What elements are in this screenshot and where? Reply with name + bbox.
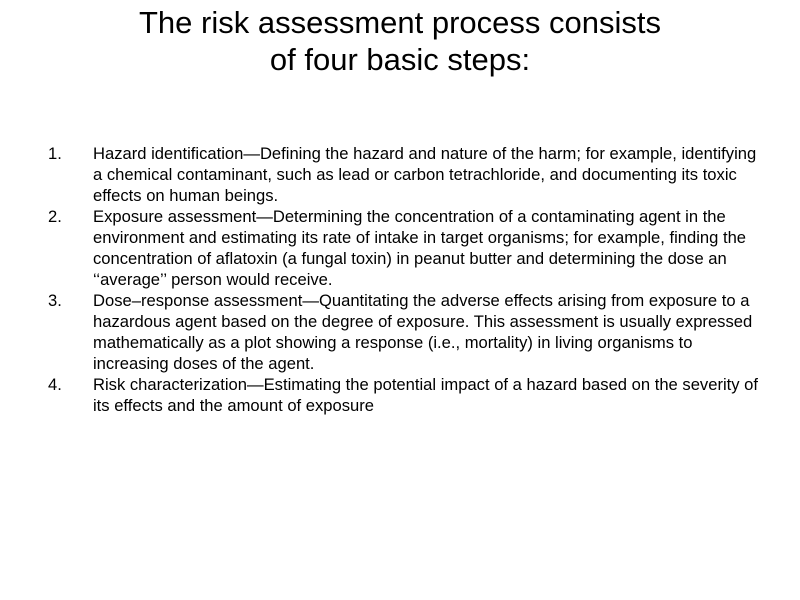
step-number: 4. bbox=[48, 375, 62, 394]
step-text: Dose–response assessment—Quantitating the adverse effects arising from exposure to a hazardous agent based on the degree of exposure. This assessment is usually expressed mathematically as a plot showing a response (i.e., mortality) in living organisms to increasing doses of the agent. bbox=[93, 291, 753, 373]
title-line-1: The risk assessment process consists bbox=[138, 5, 661, 40]
title-line-2: of four basic steps: bbox=[269, 42, 531, 77]
slide-title bbox=[40, 4, 760, 78]
step-item-1 bbox=[0, 143, 800, 206]
step-number: 1. bbox=[48, 144, 62, 163]
step-text: Exposure assessment—Determining the concentration of a contaminating agent in the environment and estimating its rate of intake in target organisms; for example, finding the concentration of aflatoxin (a fungal toxin) in peanut butter and determining the dose an ‘‘average’’ person would receive. bbox=[93, 207, 747, 289]
step-item-2 bbox=[0, 206, 800, 290]
step-text: Hazard identification—Defining the hazard and nature of the harm; for example, identifying a chemical contaminant, such as lead or carbon tetrachloride, and documenting its toxic effects on human beings. bbox=[93, 144, 757, 205]
step-item-4 bbox=[0, 374, 800, 416]
step-number: 3. bbox=[48, 291, 62, 310]
step-number: 2. bbox=[48, 207, 62, 226]
steps-list bbox=[0, 143, 800, 416]
step-text: Risk characterization—Estimating the potential impact of a hazard based on the severity of its effects and the amount of exposure bbox=[93, 375, 759, 415]
step-item-3 bbox=[0, 290, 800, 374]
